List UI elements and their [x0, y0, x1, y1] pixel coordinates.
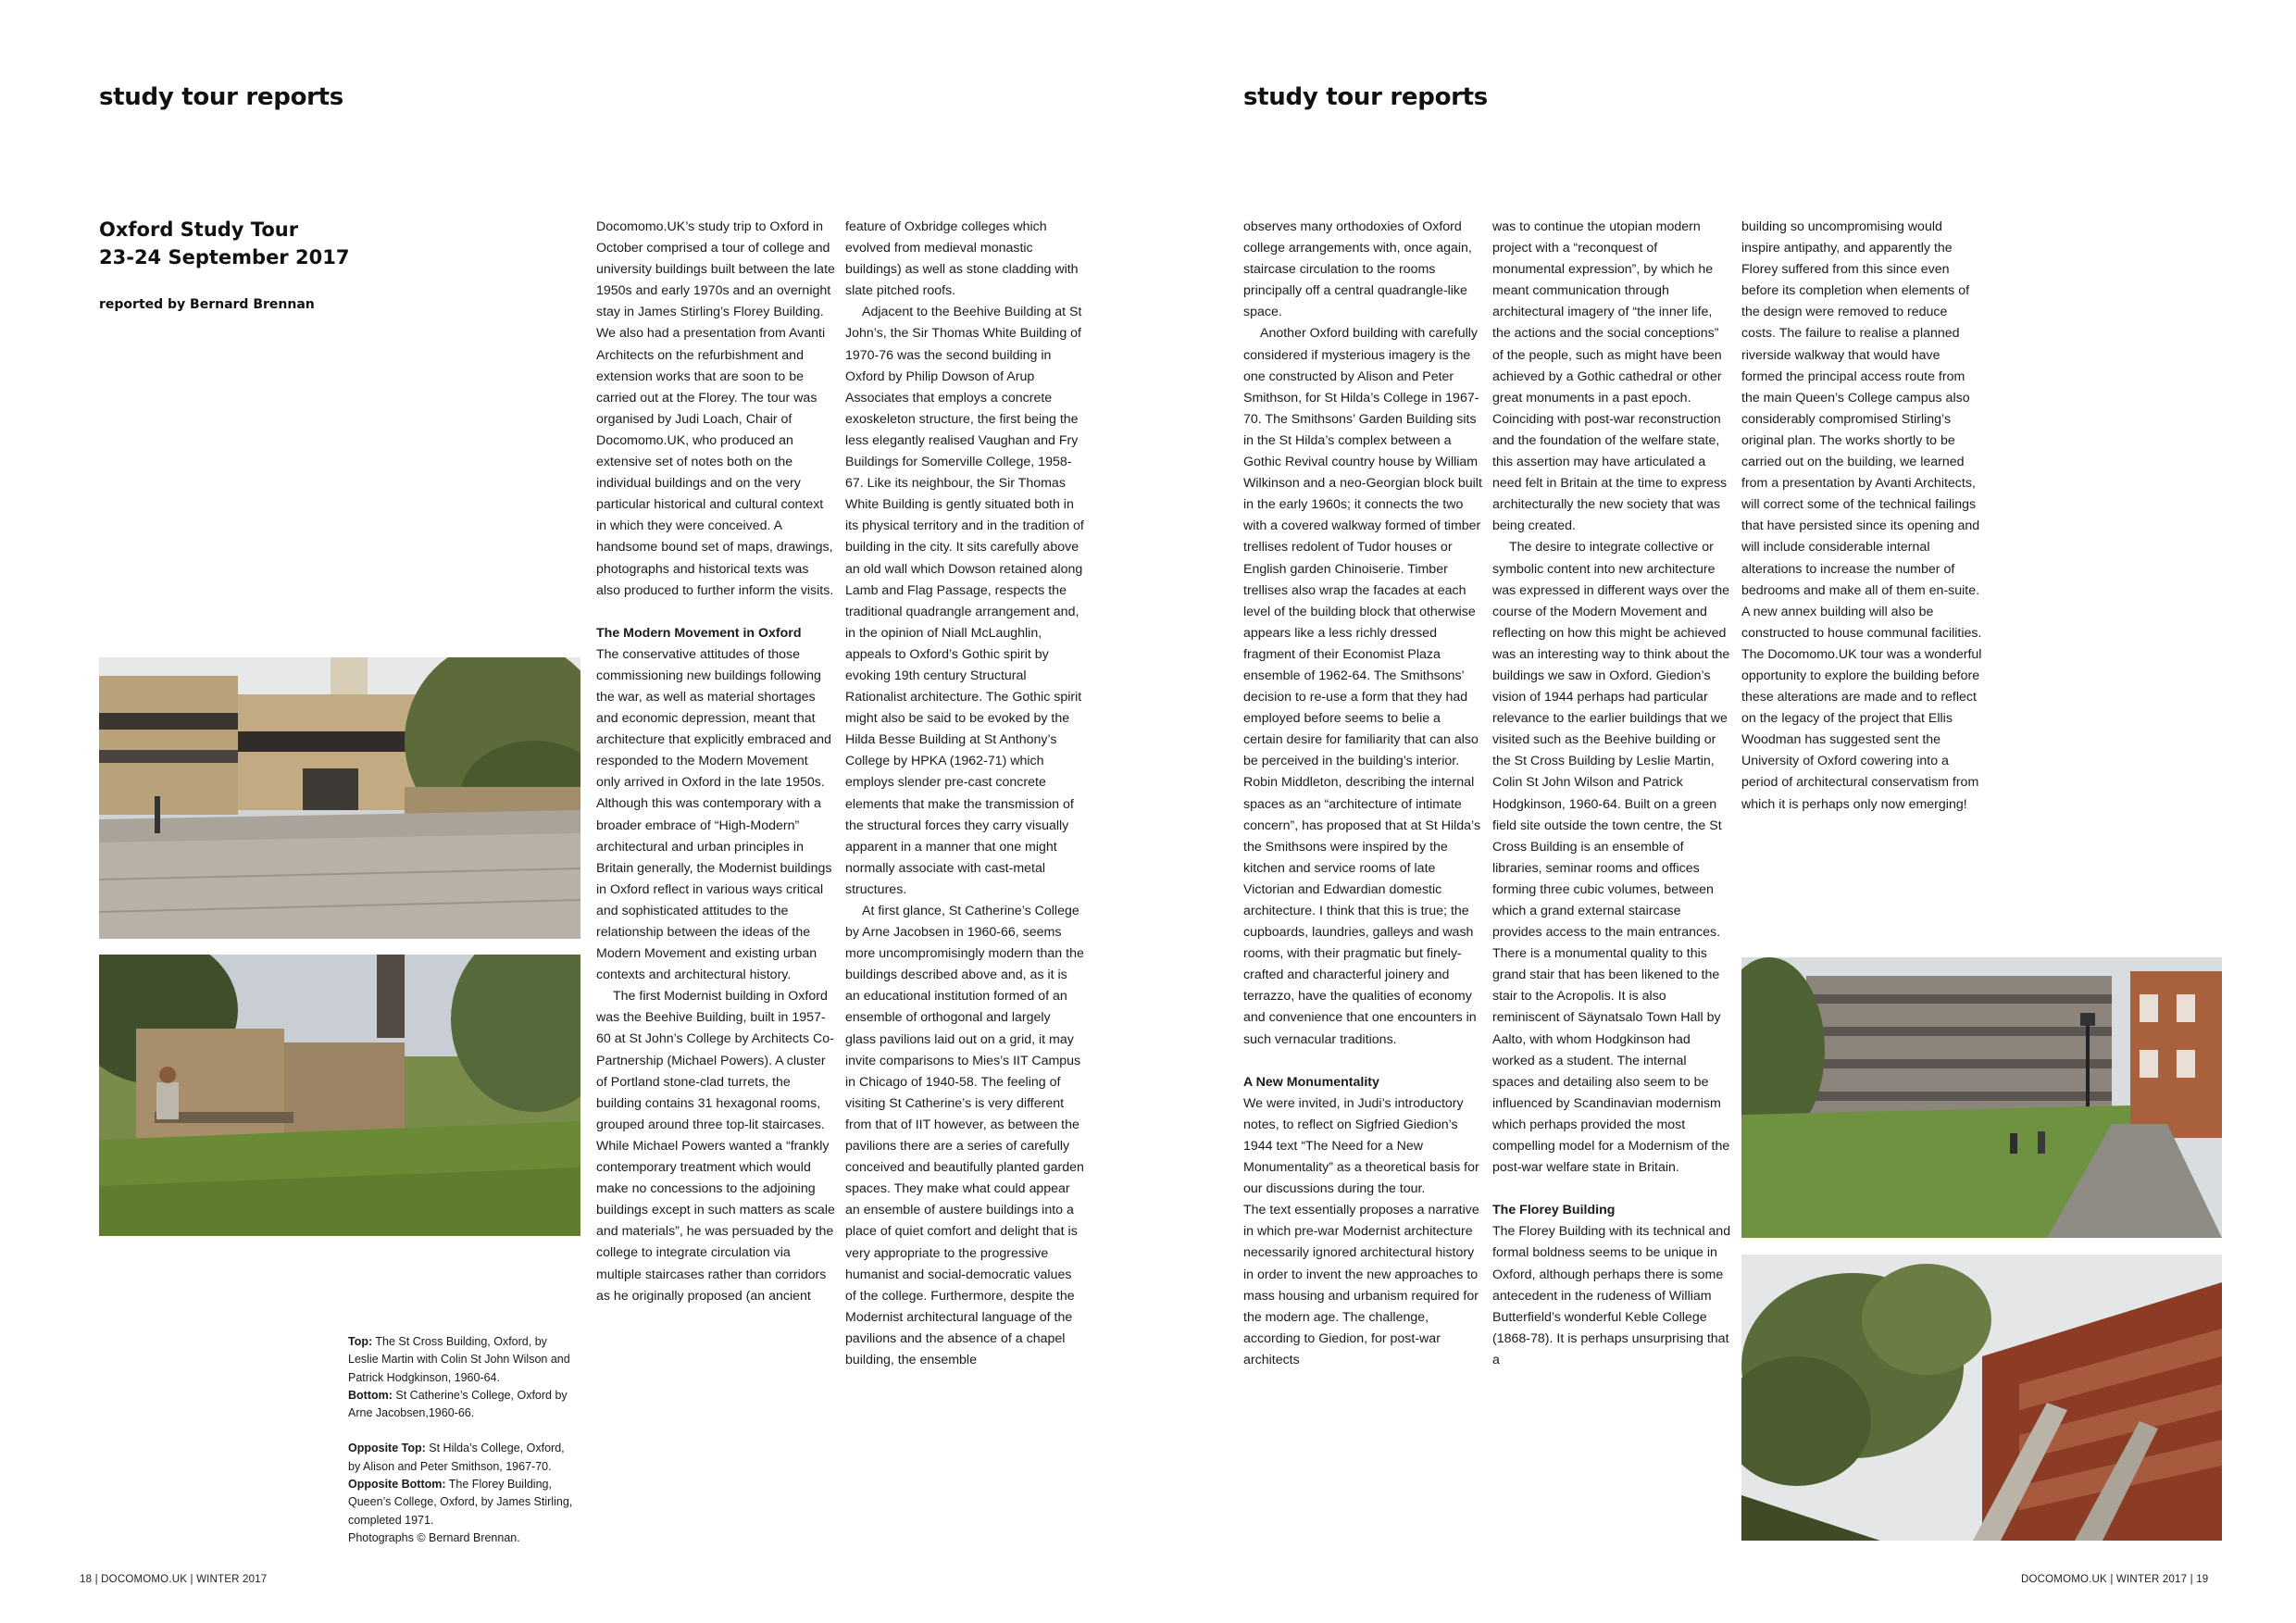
subheading-florey-building: The Florey Building [1492, 1203, 1616, 1218]
caption-top-label: Top: [348, 1335, 373, 1348]
paragraph: The text essentially proposes a narrative in which pre-war Modernist architecture necessarily ignored architectural history in order to invent the new approaches to mass housing and urbanism required for the modern age. The challenge, according to Giedion, for post-war architects [1243, 1203, 1479, 1367]
photo-florey-building [1741, 1255, 2222, 1541]
article-title-line1: Oxford Study Tour [99, 218, 299, 241]
right-text-column-1 [1243, 217, 1482, 1371]
byline: reported by Bernard Brennan [99, 297, 315, 312]
caption-opposite-top-text: St Hilda’s College, Oxford, by Alison and Peter Smithson, 1967-70. [348, 1442, 565, 1473]
paragraph: Another Oxford building with carefully considered if mysterious imagery is the one constructed by Alison and Peter Smithson, for St Hilda’s College in 1967-70. The Smithsons’ Garden Building sits in the St Hilda’s complex between a Gothic Revival country house by William Wilkinson and a neo-Georgian block built in the early 1960s; it connects the two with a covered walkway formed of timber trellises redolent of Tudor houses or English garden Chinoiserie. Timber trellises also wrap the facades at each level of the building block that otherwise appears like a less richly dressed fragment of their Economist Plaza ensemble of 1962-64. The Smithsons’ decision to re-use a form that they had employed before seems to belie a certain desire for familiarity that can also be perceived in the building’s interior. Robin Middleton, describing the internal spaces as an “architecture of intimate concern”, has proposed that at St Hilda’s the Smithsons were inspired by the kitchen and service rooms of late Victorian and Edwardian domestic architecture. I think that this is true; the cupboards, laundries, galleys and wash rooms, with their pragmatic but finely-crafted and characterful joinery and terrazzo, have the qualities of economy and convenience that one encounters in such vernacular traditions. [1243, 326, 1482, 1047]
caption-opposite-bottom [348, 1476, 580, 1529]
left-text-column-2 [845, 217, 1084, 1371]
paragraph: Docomomo.UK’s study trip to Oxford in October comprised a tour of college and university buildings built between the late 1950s and early 1970s and an overnight stay in James Stirling’s Florey Building. We also had a presentation from Avanti Architects on the refurbishment and extension works that are soon to be carried out at the Florey. The tour was organised by Judi Loach, Chair of Docomomo.UK, who produced an extensive set of notes both on the individual buildings and on the very particular historical and cultural context in which they were conceived. A handsome bound set of maps, drawings, photographs and historical texts was also produced to further inform the visits. [596, 219, 835, 598]
paragraph: Adjacent to the Beehive Building at St John’s, the Sir Thomas White Building of 1970-76 was the second building in Oxford by Philip Dowson of Arup Associates that employs a concrete exoskeleton structure, the first being the less elegantly realised Vaughan and Fry Buildings for Somerville College, 1958-67. Like its neighbour, the Sir Thomas White Building is gently situated both in its physical territory and in the tradition of building in the city. It sits carefully above an old wall which Dowson retained along Lamb and Flag Passage, respects the traditional quadrangle arrangement and, in the opinion of Niall McLaughlin, appeals to Oxford’s Gothic spirit by evoking 19th century Structural Rationalist architecture. The Gothic spirit might also be said to be evoked by the Hilda Besse Building at St Anthony’s College by HPKA (1962-71) which employs slender pre-cast concrete elements that make the transmission of the structural forces they carry visually apparent in a manner that one might normally associate with cast-metal structures. [845, 305, 1084, 897]
photo-st-hildas-college [1741, 957, 2222, 1238]
paragraph: The conservative attitudes of those commissioning new buildings following the war, as well as material shortages and economic depression, meant that architecture that explicitly embraced and responded to the Modern Movement only arrived in Oxford in the late 1950s. Although this was contemporary with a broader embrace of “High-Modern” architectural and urban principles in Britain generally, the Modernist buildings in Oxford reflect in various ways critical and sophisticated attitudes to the relationship between the ideas of the Modern Movement and existing urban contexts and architectural history. [596, 646, 832, 983]
caption-bottom [348, 1387, 580, 1423]
paragraph: At first glance, St Catherine’s College by Arne Jacobsen in 1960-66, seems more uncompromisingly modern than the buildings described above and, as it is an educational institution formed of an ensemble of orthogonal and largely glass pavilions laid out on a grid, it may invite comparisons to Mies’s IIT Campus in Chicago of 1940-58. The feeling of visiting St Catherine’s is very different from that of IIT however, as between the pavilions there are a series of carefully conceived and beautifully planted garden spaces. They make what could appear an ensemble of austere buildings into a place of quiet comfort and delight that is very appropriate to the progressive humanist and social-democratic values of the college. Furthermore, despite the Modernist architectural language of the pavilions and the absence of a chapel building, the ensemble [845, 904, 1084, 1367]
caption-top [348, 1333, 580, 1387]
right-section-header: study tour reports [1243, 83, 1488, 111]
paragraph: The desire to integrate collective or symbolic content into new architecture was expressed in different ways over the course of the Modern Movement and reflecting on how this might be achieved was an interesting way to think about the buildings we saw in Oxford. Giedion’s vision of 1944 perhaps had particular relevance to the earlier buildings that we visited such as the Beehive building or the St Cross Building by Leslie Martin, Colin St John Wilson and Patrick Hodgkinson, 1960-64. Built on a green field site outside the town centre, the St Cross Building is an ensemble of libraries, seminar rooms and offices forming three cubic volumes, between which a grand external staircase provides access to the main entrances. There is a monumental quality to this grand stair that has been likened to the stair to the Acropolis. It is also reminiscent of Säynatsalo Town Hall by Aalto, with whom Hodgkinson had worked as a student. The internal spaces and detailing also seem to be influenced by Scandinavian modernism which perhaps provided the most compelling model for a Modernism of the post-war welfare state in Britain. [1492, 540, 1730, 1176]
caption-bottom-text: St Catherine’s College, Oxford by Arne Jacobsen,1960-66. [348, 1388, 568, 1420]
caption-top-text: The St Cross Building, Oxford, by Leslie Martin with Colin St John Wilson and Patrick Hodgkinson, 1960-64. [348, 1335, 570, 1384]
article-title [99, 216, 405, 271]
photo-caption [348, 1333, 580, 1547]
article-title-line2: 23-24 September 2017 [99, 246, 350, 268]
right-text-column-3 [1741, 217, 1982, 816]
paragraph: building so uncompromising would inspire antipathy, and apparently the Florey suffered from this since even before its completion when elements of the design were removed to reduce costs. The failure to realise a planned riverside walkway that would have formed the principal access route from the main Queen’s College campus also considerably compromised Stirling’s original plan. The works shortly to be carried out on the building, we learned from a presentation by Avanti Architects, will correct some of the technical failings that have persisted since its opening and will include considerable internal alterations to increase the number of bedrooms and make all of them en-suite. A new annex building will also be constructed to house communal facilities. The Docomomo.UK tour was a wonderful opportunity to explore the building before these alterations are made and to reflect on the legacy of the project that Ellis Woodman has suggested sent the University of Oxford cowering into a period of architectural conservatism from which it is perhaps only now emerging! [1741, 219, 1982, 812]
left-text-column-1 [596, 217, 835, 1307]
paragraph: observes many orthodoxies of Oxford college arrangements with, once again, staircase circulation to the rooms principally off a central quadrangle-like space. [1243, 219, 1472, 320]
caption-opposite-top-label: Opposite Top: [348, 1442, 426, 1455]
paragraph: was to continue the utopian modern project with a “reconquest of monumental expression”, by which he meant communication through architectural imagery of “the inner life, the actions and the social conceptions” of the people, such as might have been achieved by a Gothic cathedral or other great monuments in a past epoch. Coinciding with post-war reconstruction and the foundation of the welfare state, this assertion may have articulated a need felt in Britain at the time to express architecturally the new society that was being created. [1492, 219, 1728, 534]
subheading-new-monumentality: A New Monumentality [1243, 1074, 1379, 1090]
caption-opposite-bottom-label: Opposite Bottom: [348, 1478, 446, 1492]
paragraph: feature of Oxbridge colleges which evolved from medieval monastic buildings) as well as stone cladding with slate pitched roofs. [845, 219, 1079, 299]
caption-credit: Photographs © Bernard Brennan. [348, 1530, 520, 1544]
subheading-modern-movement: The Modern Movement in Oxford [596, 625, 802, 641]
paragraph: The first Modernist building in Oxford was the Beehive Building, built in 1957-60 at St John’s College by Architects Co-Partnership (Michael Powers). A cluster of Portland stone-clad turrets, the building contains 31 hexagonal rooms, grouped around three top-lit staircases. While Michael Powers wanted a “frankly contemporary treatment which would make no concessions to the adjoining buildings except in such matters as scale and materials”, he was persuaded by the college to integrate circulation via multiple staircases rather than corridors as he originally proposed (an ancient [596, 989, 835, 1304]
paragraph: We were invited, in Judi’s introductory notes, to reflect on Sigfried Giedion’s 1944 text “The Need for a New Monumentality” as a theoretical basis for our discussions during the tour. [1243, 1095, 1479, 1197]
caption-bottom-label: Bottom: [348, 1388, 393, 1402]
right-text-column-2 [1492, 217, 1731, 1371]
paragraph: The Florey Building with its technical and formal boldness seems to be unique in Oxford, although perhaps there is some antecedent in the rudeness of William Butterfield’s wonderful Keble College (1868-78). It is perhaps unsurprising that a [1492, 1224, 1731, 1367]
photo-st-cross-building [99, 657, 580, 939]
left-page-folio: 18 | DOCOMOMO.UK | WINTER 2017 [80, 1574, 268, 1585]
caption-opposite-top [348, 1440, 580, 1476]
photo-st-catherines-college [99, 955, 580, 1236]
left-section-header: study tour reports [99, 83, 343, 111]
caption-opposite-bottom-text: The Florey Building, Queen’s College, Oxford, by James Stirling, completed 1971. [348, 1478, 573, 1527]
right-page-folio: DOCOMOMO.UK | WINTER 2017 | 19 [2021, 1574, 2209, 1585]
